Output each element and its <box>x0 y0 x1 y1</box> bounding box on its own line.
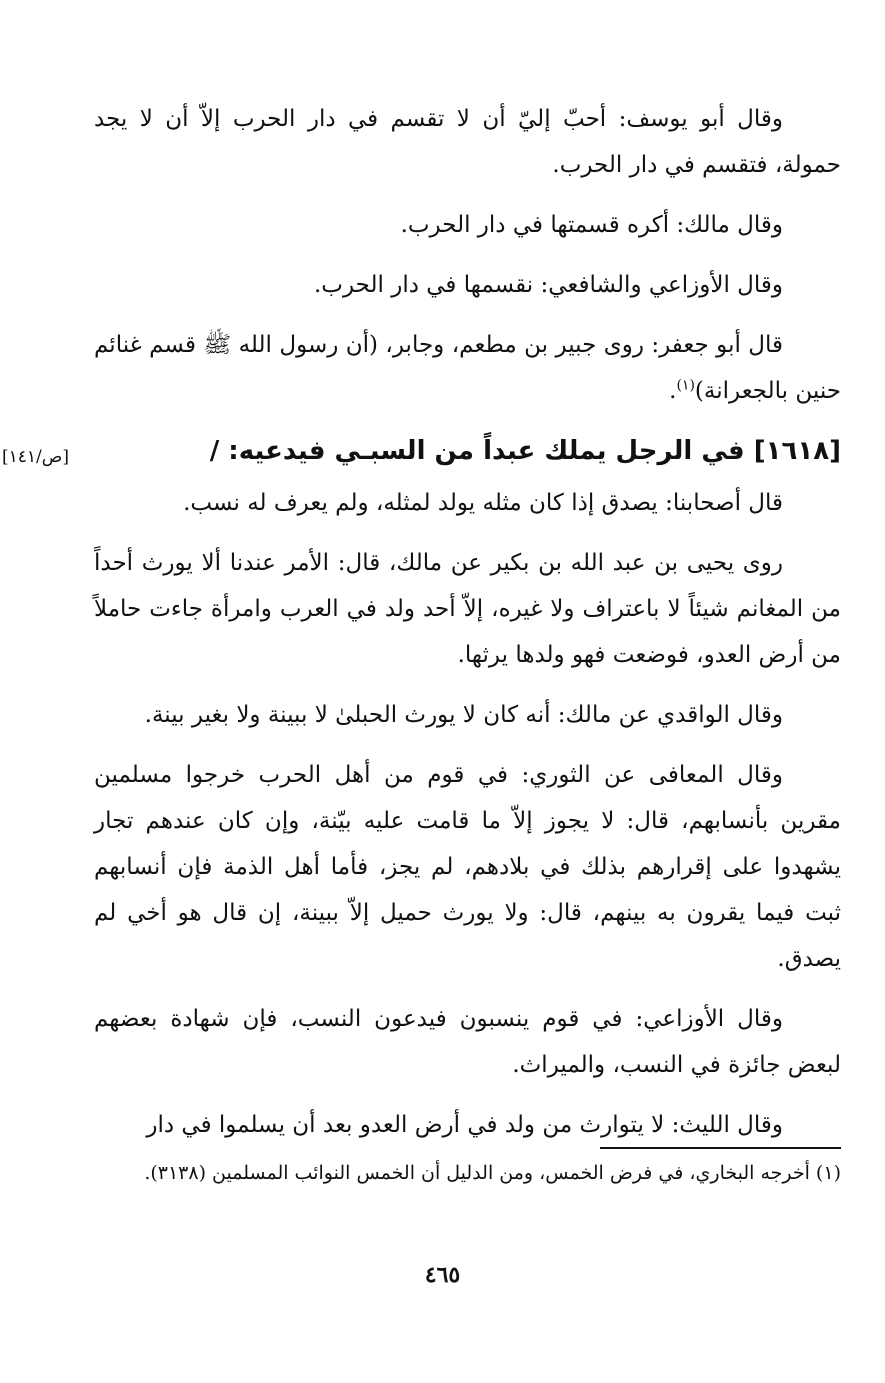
paragraph-malik: وقال مالك: أكره قسمتها في دار الحرب. <box>400 212 783 238</box>
section-heading: [١٦١٨] في الرجل يملك عبداً من السبـي فيدعيه: / <box>209 436 841 466</box>
footnote-divider <box>600 1147 841 1149</box>
paragraph-awzai-shafii: وقال الأوزاعي والشافعي: نقسمها في دار الحرب. <box>314 272 783 298</box>
page-number: ٤٦٥ <box>424 1262 461 1288</box>
paragraph-yahya: روى يحيى بن عبد الله بن بكير عن مالك، قال: الأمر عندنا ألا يورث أحداً من المغانم شيئاً لا باعتراف ولا غيره، إلاّ أحد ولد في العرب وامرأة جاءت حاملاً من أرض العدو، فوضعت فهو ولدها يرثها. <box>94 550 841 668</box>
paragraph-abu-jafar-text: قال أبو جعفر: روى جبير بن مطعم، وجابر، (أن رسول الله ﷺ قسم غنائم حنين بالجعرانة) <box>94 332 841 404</box>
paragraph-ashabuna: قال أصحابنا: يصدق إذا كان مثله يولد لمثله، ولم يعرف له نسب. <box>183 490 783 516</box>
paragraph-abu-jafar <box>94 322 841 414</box>
section-heading-row <box>2 428 841 474</box>
main-text <box>2 96 841 1162</box>
paragraph-layth: وقال الليث: لا يتوارث من ولد في أرض العدو بعد أن يسلموا في دار <box>146 1112 783 1138</box>
paragraph-awzai: وقال الأوزاعي: في قوم ينسبون فيدعون النسب، فإن شهادة بعضهم لبعض جائزة في النسب، والميراث. <box>94 1006 841 1078</box>
paragraph-muafa-thawri: وقال المعافى عن الثوري: في قوم من أهل الحرب خرجوا مسلمين مقرين بأنسابهم، قال: لا يجوز إلاّ ما قامت عليه بيّنة، وإن كان عندهم تجار يشهدوا على إقرارهم بذلك في بلادهم، لم يجز، فأما أهل الذمة فإن أنسابهم ثبت فيما يقرون به بينهم، قال: ولا يورث حميل إلاّ ببينة، إن قال هو أخي لم يصدق. <box>94 762 841 972</box>
paragraph-abu-jafar-end: . <box>669 378 677 404</box>
footnote-reference[interactable]: (١) <box>676 377 695 394</box>
paragraph-abu-yusuf: وقال أبو يوسف: أحبّ إليّ أن لا تقسم في دار الحرب إلاّ أن لا يجد حمولة، فتقسم في دار الحرب. <box>94 106 841 178</box>
margin-page-reference: [ص/١٤١] <box>2 447 69 467</box>
paragraph-waqidi: وقال الواقدي عن مالك: أنه كان لا يورث الحبلىٰ لا ببينة ولا بغير بينة. <box>144 702 783 728</box>
footnote: (١) أخرجه البخاري، في فرض الخمس، ومن الدليل أن الخمس النوائب المسلمين (٣١٣٨). <box>144 1162 841 1184</box>
